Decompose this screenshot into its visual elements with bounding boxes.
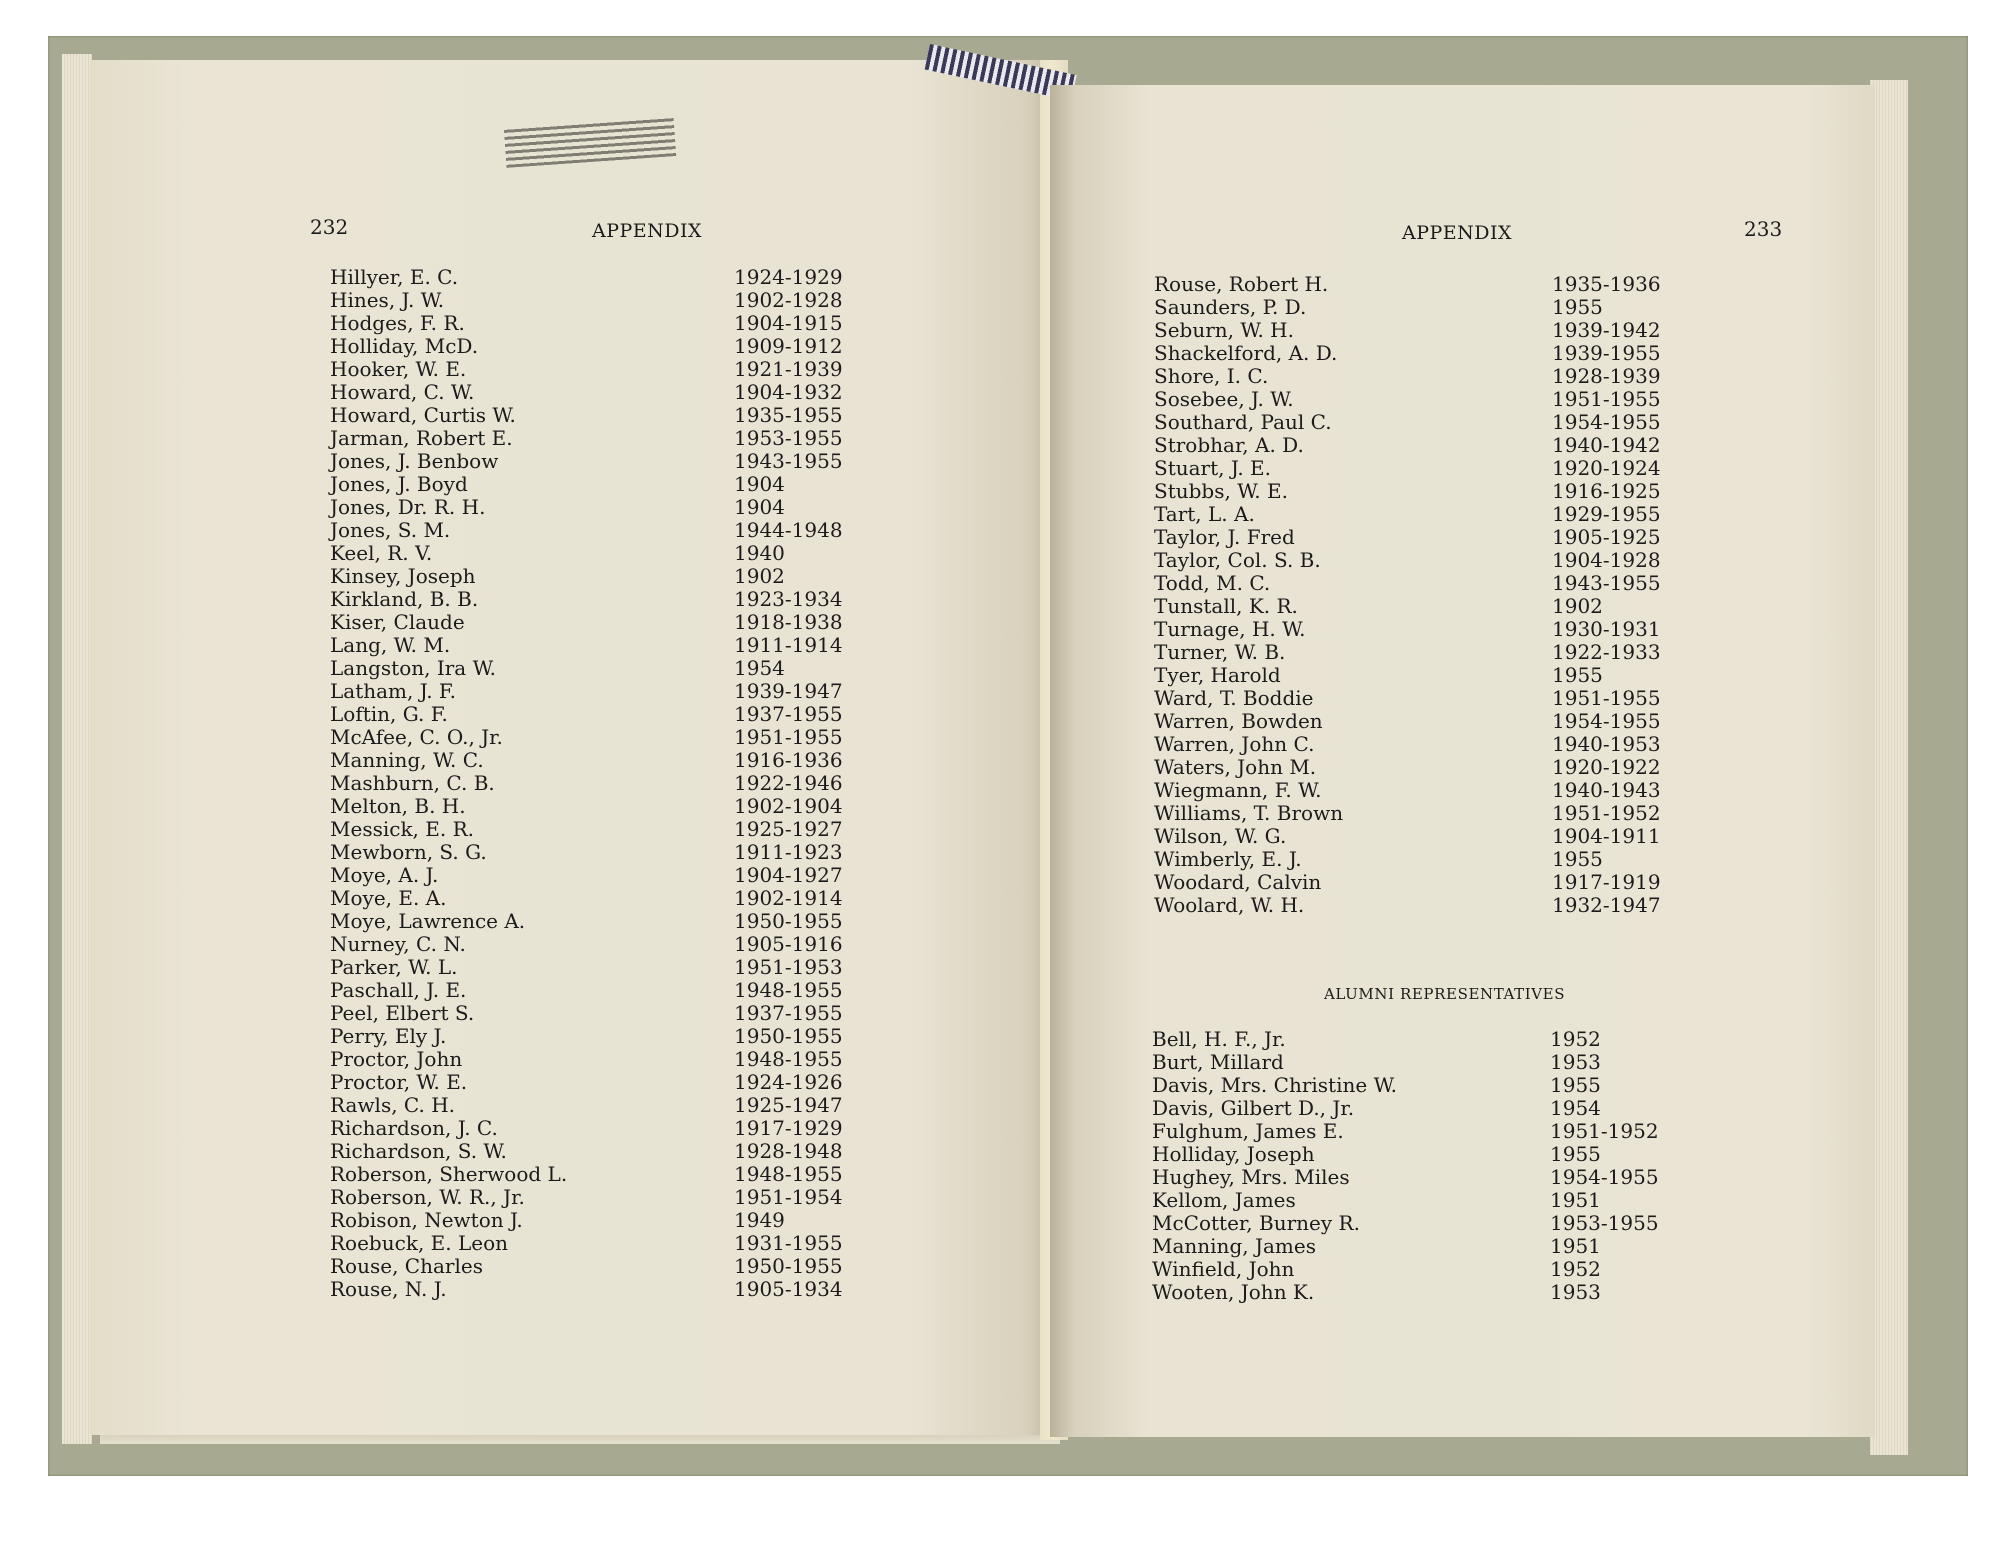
entry-name: Howard, Curtis W. xyxy=(330,403,516,427)
entry-name: Taylor, J. Fred xyxy=(1154,525,1295,549)
entry-years: 1952 xyxy=(1550,1257,1601,1281)
entry-name: Strobhar, A. D. xyxy=(1154,433,1304,457)
entry-name: Wimberly, E. J. xyxy=(1154,847,1302,871)
entry-years: 1953-1955 xyxy=(1550,1211,1659,1235)
entry-name: Hughey, Mrs. Miles xyxy=(1152,1165,1350,1189)
entry-name: Messick, E. R. xyxy=(330,817,475,841)
entry-years: 1905-1925 xyxy=(1552,525,1661,549)
entry-years: 1939-1947 xyxy=(734,679,843,703)
entry-name: Roebuck, E. Leon xyxy=(330,1231,509,1255)
entry-name: Fulghum, James E. xyxy=(1152,1119,1344,1143)
entry-name: Davis, Mrs. Christine W. xyxy=(1152,1073,1397,1097)
entry-name: Holliday, McD. xyxy=(330,334,479,358)
entry-years: 1937-1955 xyxy=(734,1001,843,1025)
entry-name: Saunders, P. D. xyxy=(1154,295,1307,319)
entry-name: Holliday, Joseph xyxy=(1152,1142,1315,1166)
entry-years: 1940 xyxy=(734,541,785,565)
entry-name: Mashburn, C. B. xyxy=(330,771,495,795)
entry-name: Parker, W. L. xyxy=(330,955,458,979)
entry-name: Latham, J. F. xyxy=(330,679,457,703)
entry-years: 1951-1955 xyxy=(734,725,843,749)
entry-years: 1922-1933 xyxy=(1552,640,1661,664)
entry-name: Roberson, Sherwood L. xyxy=(330,1162,568,1186)
entry-years: 1930-1931 xyxy=(1552,617,1661,641)
entry-name: Richardson, J. C. xyxy=(330,1116,498,1140)
entry-years: 1953 xyxy=(1550,1050,1601,1074)
entry-name: Rawls, C. H. xyxy=(330,1093,456,1117)
entry-name: Stuart, J. E. xyxy=(1154,456,1271,480)
entry-years: 1954-1955 xyxy=(1552,410,1661,434)
entry-name: Sosebee, J. W. xyxy=(1154,387,1294,411)
entry-name: Stubbs, W. E. xyxy=(1154,479,1288,503)
entry-years: 1951-1953 xyxy=(734,955,843,979)
entry-name: Tyer, Harold xyxy=(1154,663,1281,687)
entry-years: 1953-1955 xyxy=(734,426,843,450)
entry-name: Paschall, J. E. xyxy=(330,978,467,1002)
entry-name: Tunstall, K. R. xyxy=(1154,594,1298,618)
entry-name: Turner, W. B. xyxy=(1154,640,1286,664)
entry-years: 1948-1955 xyxy=(734,978,843,1002)
entry-years: 1950-1955 xyxy=(734,909,843,933)
entry-years: 1950-1955 xyxy=(734,1024,843,1048)
entry-years: 1955 xyxy=(1552,295,1603,319)
spine-lettering-mark xyxy=(504,116,676,168)
entry-name: Jarman, Robert E. xyxy=(330,426,513,450)
entry-name: Lang, W. M. xyxy=(330,633,451,657)
entry-name: Richardson, S. W. xyxy=(330,1139,507,1163)
entry-years: 1902-1914 xyxy=(734,886,843,910)
entry-name: Wiegmann, F. W. xyxy=(1154,778,1322,802)
entry-name: Howard, C. W. xyxy=(330,380,475,404)
entry-name: Hooker, W. E. xyxy=(330,357,467,381)
left-running-head: APPENDIX xyxy=(592,220,703,242)
entry-name: Langston, Ira W. xyxy=(330,656,496,680)
entry-years: 1954 xyxy=(1550,1096,1601,1120)
entry-name: Winfield, John xyxy=(1152,1257,1295,1281)
page-stack-left xyxy=(62,54,92,1444)
entry-years: 1952 xyxy=(1550,1027,1601,1051)
entry-name: Ward, T. Boddie xyxy=(1154,686,1314,710)
entry-years: 1944-1948 xyxy=(734,518,843,542)
entry-name: Rouse, N. J. xyxy=(330,1277,447,1301)
entry-years: 1931-1955 xyxy=(734,1231,843,1255)
entry-years: 1902-1904 xyxy=(734,794,843,818)
entry-name: Wooten, John K. xyxy=(1152,1280,1315,1304)
entry-name: Warren, John C. xyxy=(1154,732,1315,756)
entry-years: 1951-1952 xyxy=(1550,1119,1659,1143)
entry-name: Proctor, John xyxy=(330,1047,463,1071)
entry-name: Seburn, W. H. xyxy=(1154,318,1294,342)
entry-years: 1928-1948 xyxy=(734,1139,843,1163)
entry-years: 1929-1955 xyxy=(1552,502,1661,526)
entry-name: Jones, S. M. xyxy=(330,518,451,542)
left-page-number: 232 xyxy=(310,215,349,239)
entry-years: 1932-1947 xyxy=(1552,893,1661,917)
entry-years: 1925-1947 xyxy=(734,1093,843,1117)
entry-years: 1951-1955 xyxy=(1552,686,1661,710)
entry-name: Nurney, C. N. xyxy=(330,932,466,956)
entry-name: Kinsey, Joseph xyxy=(330,564,476,588)
entry-years: 1904 xyxy=(734,495,785,519)
entry-name: Manning, W. C. xyxy=(330,748,484,772)
entry-years: 1943-1955 xyxy=(1552,571,1661,595)
entry-years: 1928-1939 xyxy=(1552,364,1661,388)
entry-years: 1916-1925 xyxy=(1552,479,1661,503)
entry-name: Perry, Ely J. xyxy=(330,1024,447,1048)
entry-years: 1953 xyxy=(1550,1280,1601,1304)
entry-name: Kiser, Claude xyxy=(330,610,465,634)
entry-years: 1923-1934 xyxy=(734,587,843,611)
entry-years: 1948-1955 xyxy=(734,1047,843,1071)
entry-years: 1955 xyxy=(1552,847,1603,871)
right-page xyxy=(1050,85,1875,1437)
entry-name: Shackelford, A. D. xyxy=(1154,341,1338,365)
entry-years: 1951-1955 xyxy=(1552,387,1661,411)
entry-years: 1954-1955 xyxy=(1552,709,1661,733)
entry-name: Waters, John M. xyxy=(1154,755,1317,779)
entry-name: Burt, Millard xyxy=(1152,1050,1284,1074)
entry-name: Proctor, W. E. xyxy=(330,1070,468,1094)
entry-years: 1955 xyxy=(1552,663,1603,687)
entry-name: Moye, E. A. xyxy=(330,886,447,910)
entry-name: Hines, J. W. xyxy=(330,288,445,312)
entry-name: Taylor, Col. S. B. xyxy=(1154,548,1321,572)
entry-name: Keel, R. V. xyxy=(330,541,433,565)
entry-years: 1916-1936 xyxy=(734,748,843,772)
entry-years: 1939-1955 xyxy=(1552,341,1661,365)
entry-name: Hodges, F. R. xyxy=(330,311,465,335)
entry-years: 1951-1954 xyxy=(734,1185,843,1209)
entry-years: 1902-1928 xyxy=(734,288,843,312)
entry-years: 1951 xyxy=(1550,1234,1601,1258)
entry-years: 1950-1955 xyxy=(734,1254,843,1278)
entry-name: Moye, Lawrence A. xyxy=(330,909,526,933)
entry-years: 1904-1928 xyxy=(1552,548,1661,572)
entry-years: 1955 xyxy=(1550,1142,1601,1166)
entry-name: Mewborn, S. G. xyxy=(330,840,487,864)
entry-name: Roberson, W. R., Jr. xyxy=(330,1185,525,1209)
entry-years: 1924-1929 xyxy=(734,265,843,289)
entry-years: 1937-1955 xyxy=(734,702,843,726)
entry-name: Jones, J. Benbow xyxy=(330,449,499,473)
entry-name: Loftin, G. F. xyxy=(330,702,448,726)
entry-name: Jones, Dr. R. H. xyxy=(330,495,486,519)
entry-name: Southard, Paul C. xyxy=(1154,410,1332,434)
entry-years: 1902 xyxy=(1552,594,1603,618)
entry-name: Manning, James xyxy=(1152,1234,1316,1258)
entry-name: Woolard, W. H. xyxy=(1154,893,1305,917)
entry-years: 1902 xyxy=(734,564,785,588)
entry-years: 1920-1922 xyxy=(1552,755,1661,779)
page-stack-right xyxy=(1870,80,1908,1455)
entry-years: 1904-1911 xyxy=(1552,824,1661,848)
entry-name: Davis, Gilbert D., Jr. xyxy=(1152,1096,1355,1120)
entry-years: 1904-1915 xyxy=(734,311,843,335)
entry-name: Melton, B. H. xyxy=(330,794,466,818)
right-page-number: 233 xyxy=(1744,217,1783,241)
entry-years: 1911-1914 xyxy=(734,633,843,657)
entry-name: Warren, Bowden xyxy=(1154,709,1323,733)
entry-name: Turnage, H. W. xyxy=(1154,617,1306,641)
entry-name: Williams, T. Brown xyxy=(1154,801,1344,825)
entry-years: 1948-1955 xyxy=(734,1162,843,1186)
entry-years: 1943-1955 xyxy=(734,449,843,473)
entry-years: 1917-1919 xyxy=(1552,870,1661,894)
entry-years: 1951-1952 xyxy=(1552,801,1661,825)
entry-years: 1920-1924 xyxy=(1552,456,1661,480)
entry-years: 1917-1929 xyxy=(734,1116,843,1140)
entry-years: 1935-1955 xyxy=(734,403,843,427)
entry-years: 1904-1932 xyxy=(734,380,843,404)
entry-years: 1939-1942 xyxy=(1552,318,1661,342)
entry-years: 1905-1934 xyxy=(734,1277,843,1301)
entry-years: 1940-1953 xyxy=(1552,732,1661,756)
entry-name: Rouse, Robert H. xyxy=(1154,272,1329,296)
entry-name: Woodard, Calvin xyxy=(1154,870,1322,894)
left-page xyxy=(90,60,1055,1435)
entry-years: 1918-1938 xyxy=(734,610,843,634)
entry-name: Kellom, James xyxy=(1152,1188,1296,1212)
right-running-head: APPENDIX xyxy=(1402,222,1513,244)
entry-years: 1935-1936 xyxy=(1552,272,1661,296)
entry-years: 1954-1955 xyxy=(1550,1165,1659,1189)
entry-name: Rouse, Charles xyxy=(330,1254,483,1278)
entry-name: Bell, H. F., Jr. xyxy=(1152,1027,1286,1051)
entry-name: McAfee, C. O., Jr. xyxy=(330,725,503,749)
entry-years: 1909-1912 xyxy=(734,334,843,358)
entry-name: Moye, A. J. xyxy=(330,863,439,887)
entry-years: 1940-1943 xyxy=(1552,778,1661,802)
entry-name: Jones, J. Boyd xyxy=(330,472,468,496)
entry-years: 1955 xyxy=(1550,1073,1601,1097)
entry-years: 1924-1926 xyxy=(734,1070,843,1094)
entry-years: 1921-1939 xyxy=(734,357,843,381)
entry-years: 1904 xyxy=(734,472,785,496)
entry-name: McCotter, Burney R. xyxy=(1152,1211,1360,1235)
alumni-representatives-heading: ALUMNI REPRESENTATIVES xyxy=(1324,985,1566,1003)
entry-name: Peel, Elbert S. xyxy=(330,1001,475,1025)
entry-name: Robison, Newton J. xyxy=(330,1208,523,1232)
entry-years: 1951 xyxy=(1550,1188,1601,1212)
entry-name: Kirkland, B. B. xyxy=(330,587,479,611)
entry-years: 1925-1927 xyxy=(734,817,843,841)
entry-name: Hillyer, E. C. xyxy=(330,265,459,289)
entry-years: 1905-1916 xyxy=(734,932,843,956)
entry-years: 1940-1942 xyxy=(1552,433,1661,457)
entry-years: 1904-1927 xyxy=(734,863,843,887)
entry-name: Tart, L. A. xyxy=(1154,502,1255,526)
entry-years: 1954 xyxy=(734,656,785,680)
entry-name: Wilson, W. G. xyxy=(1154,824,1287,848)
entry-years: 1949 xyxy=(734,1208,785,1232)
entry-years: 1911-1923 xyxy=(734,840,843,864)
entry-name: Todd, M. C. xyxy=(1154,571,1271,595)
entry-years: 1922-1946 xyxy=(734,771,843,795)
entry-name: Shore, I. C. xyxy=(1154,364,1269,388)
